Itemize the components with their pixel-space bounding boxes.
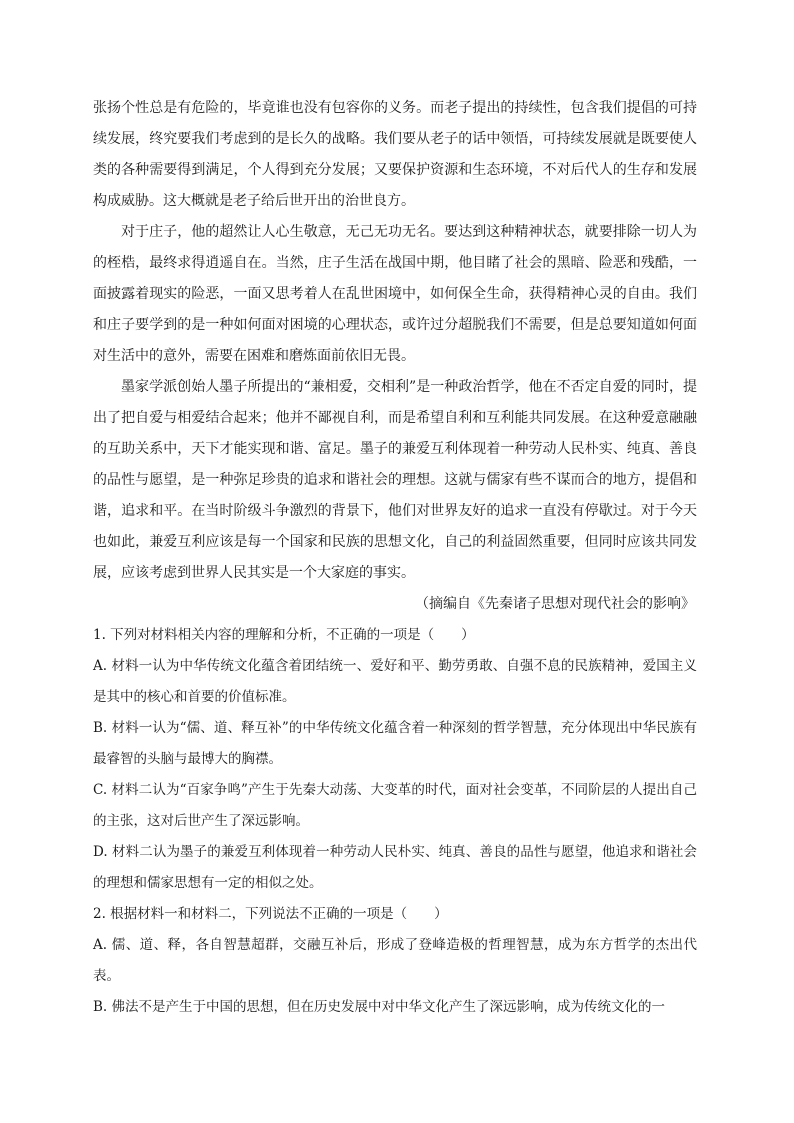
body-paragraph: 对于庄子，他的超然让人心生敬意，无己无功无名。要达到这种精神状态，就要排除一切人为的桎梏，最终求得逍遥自在。当然，庄子生活在战国中期，他目睹了社会的黑暗、险恶和残酷，一面披露着现实的险恶，一面又思考着人在乱世困境中，如何保全生命，获得精神心灵的自由。我们和庄子要学到的是一种如何面对困境的心理状态，或许过分超脱我们不需要，但是总要知道如何面对生活中的意外，需要在困难和磨炼面前依旧无畏。 — [93, 224, 697, 364]
body-paragraph: 墨家学派创始人墨子所提出的“兼相爱，交相利”是一种政治哲学，他在不否定自爱的同时，提出了把自爱与相爱结合起来；他并不鄙视自利，而是希望自利和互利能共同发展。在这种爱意融融的互助关系中，天下才能实现和谐、富足。墨子的兼爱互利体现着一种劳动人民朴实、纯真、善良的品性与愿望，是一种弥足珍贵的追求和谐社会的理想。这就与儒家有些不谋而合的地方，提倡和谐，追求和平。在当时阶级斗争激烈的背景下，他们对世界友好的追求一直没有停歇过。对于今天也如此，兼爱互利应该是每一个国家和民族的思想文化，自己的利益固然重要，但同时应该共同发展，应该考虑到世界人民其实是一个大家庭的事实。 — [93, 379, 697, 581]
option-a: A. 材料一认为中华传统文化蕴含着团结统一、爱好和平、勤劳勇敢、自强不息的民族精神，爱国主义是其中的核心和首要的价值标准。 — [93, 658, 697, 705]
question-stem: 2. 根据材料一和材料二，下列说法不正确的一项是（ ） — [93, 906, 448, 922]
option-c: C. 材料二认为“百家争鸣”产生于先秦大动荡、大变革的时代，面对社会变革，不同阶层的人提出自己的主张，这对后世产生了深远影响。 — [93, 782, 697, 829]
source-citation: （摘编自《先秦诸子思想对现代社会的影响》 — [415, 596, 695, 612]
body-paragraph: 张扬个性总是有危险的，毕竟谁也没有包容你的义务。而老子提出的持续性，包含我们提倡的可持续发展，终究要我们考虑到的是长久的战略。我们要从老子的话中领悟，可持续发展就是既要使人类的各种需要得到满足，个人得到充分发展；又要保护资源和生态环境，不对后代人的生存和发展构成威胁。这大概就是老子给后世开出的治世良方。 — [93, 100, 697, 209]
document-page — [93, 93, 697, 1023]
option-b: B. 材料一认为“儒、道、释互补”的中华传统文化蕴含着一种深刻的哲学智慧，充分体现出中华民族有最睿智的头脑与最博大的胸襟。 — [93, 720, 697, 767]
option-d: D. 材料二认为墨子的兼爱互利体现着一种劳动人民朴实、纯真、善良的品性与愿望，他追求和谐社会的理想和儒家思想有一定的相似之处。 — [93, 844, 697, 891]
question-1 — [93, 620, 697, 899]
question-stem: 1. 下列对材料相关内容的理解和分析，不正确的一项是（ ） — [93, 627, 475, 643]
option-b: B. 佛法不是产生于中国的思想，但在历史发展中对中华文化产生了深远影响，成为传统文化的一 — [93, 999, 666, 1015]
question-2 — [93, 899, 697, 1023]
option-a: A. 儒、道、释，各自智慧超群，交融互补后，形成了登峰造极的哲理智慧，成为东方哲学的杰出代表。 — [93, 937, 697, 984]
